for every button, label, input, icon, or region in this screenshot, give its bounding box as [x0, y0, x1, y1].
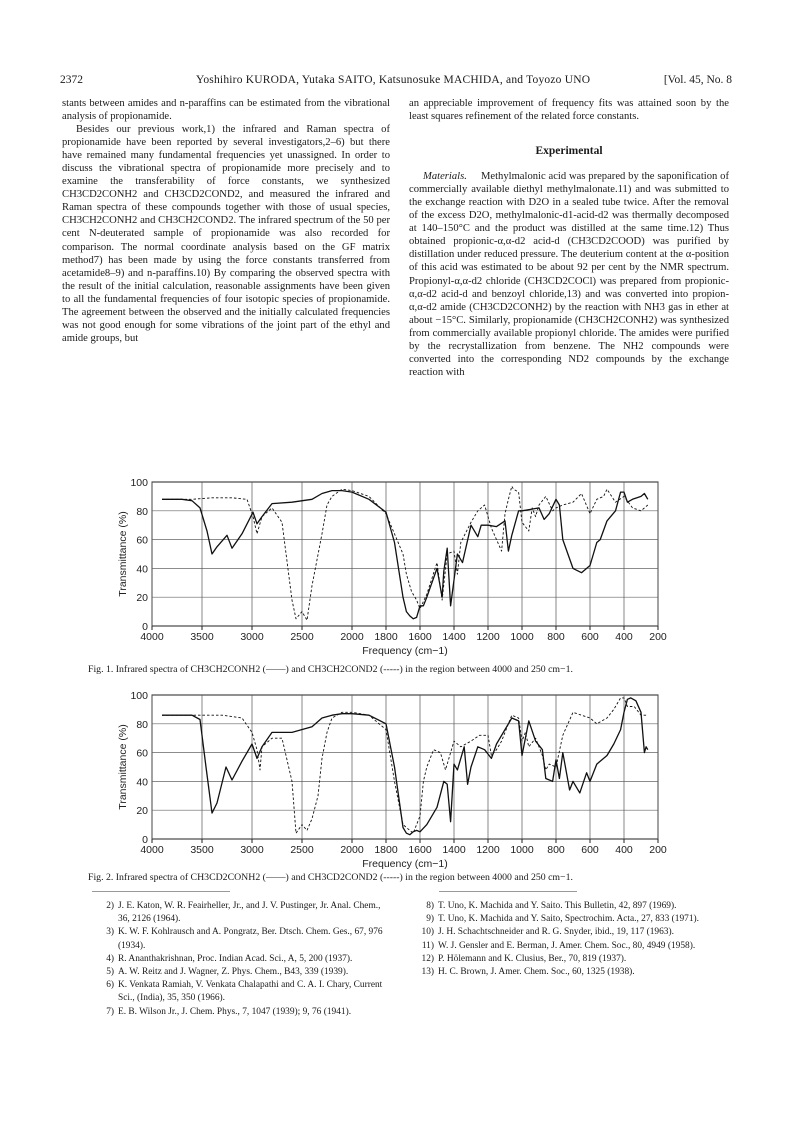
references-right [410, 900, 732, 979]
run-in-heading: Materials. [423, 171, 467, 183]
x-tick-label: 3000 [240, 631, 264, 643]
paragraph: Besides our previous work,1) the infrared and Raman spectra of propionamide have been reported by several investigators,2–6) but there have remained many fundamental frequencies yet unassigned. In order to discuss the vibrational spectra of propionamide more precisely and to examine the transferability of force constants, we synthesized CH3CD2CONH2 and CH3CD2COND2, and measured the infrared and Raman spectra of these compounds together with those of usual species, CH3CH2CONH2 and CH3CH2COND2. The infrared spectrum of the 50 per cent N-deuterated sample of propionamide was also recorded for comparison. The normal coordinate analysis based on the GF matrix method7) has been made by using the force constants transferred from acetamide8–9) and n-paraffins.10) By comparing the observed spectra with the result of the initial calculation, reasonable assignments have been given to all the fundamental frequencies of four isotopic species of propionamide. The agreement between the observed and the initially calculated frequencies was not good enough for some vibrations of the joint part of the ethyl and amide groups, but [62, 124, 390, 344]
reference-text: K. W. F. Kohlrausch and A. Pongratz, Ber. Dtsch. Chem. Ges., 67, 976 (1934). [118, 927, 383, 951]
y-tick-label: 40 [136, 776, 148, 789]
reference-text: P. Hölemann and K. Clusius, Ber., 70, 819 (1937). [438, 953, 627, 964]
x-tick-label: 1400 [442, 844, 466, 856]
figure-1-chart [112, 476, 672, 658]
reference-text: W. J. Gensler and E. Berman, J. Amer. Chem. Soc., 80, 4949 (1958). [438, 940, 696, 951]
reference-number: 5) [106, 967, 114, 978]
figure-2-caption: Fig. 2. Infrared spectra of CH3CD2CONH2 (——) and CH3CD2COND2 (-----) in the region between 4000 and 250 cm−1. [88, 872, 573, 883]
x-tick-label: 3500 [190, 631, 214, 643]
x-tick-label: 2000 [340, 844, 364, 856]
reference-number: 10) [421, 927, 434, 938]
x-tick-label: 1200 [476, 631, 500, 643]
x-axis-label: Frequency (cm−1) [362, 645, 448, 657]
series-line-nd2 [162, 698, 648, 833]
x-tick-label: 1200 [476, 844, 500, 856]
y-tick-label: 60 [136, 747, 148, 760]
y-axis-label: Transmittance (%) [117, 511, 129, 597]
y-tick-label: 100 [130, 477, 148, 489]
reference-text: R. Ananthakrishnan, Proc. Indian Acad. Sci., A, 5, 200 (1937). [118, 953, 353, 964]
x-tick-label: 400 [615, 844, 633, 856]
figure-1-caption: Fig. 1. Infrared spectra of CH3CH2CONH2 (——) and CH3CH2COND2 (-----) in the region between 4000 and 250 cm−1. [88, 664, 573, 675]
y-tick-label: 60 [136, 534, 148, 547]
reference-item [90, 900, 390, 926]
left-column [62, 97, 390, 345]
reference-number: 8) [426, 901, 434, 911]
section-title: Experimental [535, 145, 603, 158]
reference-number: 12) [421, 953, 434, 964]
reference-item [90, 979, 390, 1005]
paragraph: an appreciable improvement of frequency fits was attained soon by the least squares refinement of the related force constants. [409, 98, 729, 123]
y-tick-label: 0 [142, 621, 148, 633]
x-tick-label: 400 [615, 631, 633, 643]
reference-number: 2) [106, 901, 114, 911]
reference-number: 11) [421, 940, 434, 951]
reference-number: 9) [426, 914, 434, 925]
page-number: 2372 [60, 74, 83, 86]
reference-item [90, 926, 390, 952]
y-tick-label: 80 [136, 505, 148, 518]
x-tick-label: 1600 [408, 631, 432, 643]
reference-item [410, 953, 732, 966]
x-tick-label: 600 [581, 844, 599, 856]
reference-item [410, 940, 732, 953]
y-tick-label: 100 [130, 690, 148, 702]
x-tick-label: 200 [649, 631, 667, 643]
series-line-nh2 [162, 698, 648, 835]
x-tick-label: 1400 [442, 631, 466, 643]
x-tick-label: 600 [581, 631, 599, 643]
x-tick-label: 200 [649, 844, 667, 856]
x-axis-label: Frequency (cm−1) [362, 858, 448, 870]
y-axis-label: Transmittance (%) [117, 724, 129, 810]
reference-item [410, 900, 732, 913]
reference-number: 3) [106, 927, 114, 938]
reference-text: T. Uno, K. Machida and Y. Saito. This Bulletin, 42, 897 (1969). [438, 901, 677, 911]
reference-item [410, 913, 732, 926]
series-line-nd2 [162, 486, 648, 620]
footnote-rule [439, 891, 577, 892]
x-tick-label: 1000 [510, 631, 534, 643]
y-tick-label: 40 [136, 563, 148, 576]
x-tick-label: 1800 [374, 631, 398, 643]
paragraph-text: Methylmalonic acid was prepared by the saponification of commercially available diethyl methylmalonate.11) and was submitted to the exchange reaction with D2O in a sealed tube twice. After the removal of the excess D2O, methylmalonic-d1-acid-d2 was thermally decomposed at 140–150°C and the product was distilled at the same time.12) Thus obtained propionic-α,α-d2 acid-d (CH3CD2COOD) was purified by distillation under reduced pressure. The deuterium content at the α-position of this acid was estimated to be about 92 per cent by the NMR spectrum. Propionyl-α,α-d2 chloride (CH3CD2COCl) was prepared from propionic-α,α-d2 acid-d and benzoyl chloride,13) and was converted into propion-α,α-d2 amide (CH3CD2CONH2) by the reaction with NH3 gas in ether at about −15°C. Similarly, propionamide (CH3CH2CONH2) was synthesized from commercially available propionyl chloride. The amides were purified by the recrystallization from benzene. The NH2 compounds were converted into the corresponding ND2 compounds by the exchange reaction with [409, 171, 729, 378]
y-tick-label: 80 [136, 718, 148, 731]
x-tick-label: 1800 [374, 844, 398, 856]
x-tick-label: 2000 [340, 631, 364, 643]
x-tick-label: 4000 [140, 631, 164, 643]
series-line-nh2 [162, 491, 648, 619]
paragraph: stants between amides and n-paraffins can be estimated from the vibrational analysis of propionamide. [62, 98, 390, 123]
x-tick-label: 3500 [190, 844, 214, 856]
footnote-rule [92, 891, 230, 892]
paragraph [409, 170, 729, 379]
reference-item [90, 966, 390, 979]
reference-number: 6) [106, 980, 114, 991]
x-tick-label: 4000 [140, 844, 164, 856]
reference-text: A. W. Reitz and J. Wagner, Z. Phys. Chem., B43, 339 (1939). [118, 967, 349, 978]
references-left [90, 900, 390, 1019]
y-tick-label: 20 [136, 805, 148, 818]
header-authors: Yoshihiro KURODA, Yutaka SAITO, Katsunosuke MACHIDA, and Toyozo UNO [196, 74, 591, 86]
reference-text: T. Uno, K. Machida and Y. Saito, Spectrochim. Acta., 27, 833 (1971). [438, 914, 699, 925]
x-tick-label: 2500 [290, 631, 314, 643]
plot-frame [152, 695, 658, 839]
reference-item [410, 926, 732, 939]
x-tick-label: 1000 [510, 844, 534, 856]
x-tick-label: 1600 [408, 844, 432, 856]
reference-item [90, 1006, 390, 1019]
reference-text: K. Venkata Ramiah, V. Venkata Chalapathi and C. A. I. Chary, Current Sci., (India), 35, 350 (1966). [118, 980, 383, 1004]
header-volume: [Vol. 45, No. 8 [663, 74, 732, 86]
x-tick-label: 3000 [240, 844, 264, 856]
reference-text: E. B. Wilson Jr., J. Chem. Phys., 7, 1047 (1939); 9, 76 (1941). [118, 1006, 352, 1017]
reference-text: J. H. Schachtschneider and R. G. Snyder, ibid., 19, 117 (1963). [438, 927, 674, 938]
x-tick-label: 800 [547, 631, 565, 643]
running-header [60, 74, 732, 90]
reference-text: H. C. Brown, J. Amer. Chem. Soc., 60, 1325 (1938). [438, 967, 635, 978]
y-tick-label: 20 [136, 592, 148, 605]
reference-item [410, 966, 732, 979]
right-column [409, 97, 729, 379]
reference-text: J. E. Katon, W. R. Feairheller, Jr., and J. V. Pustinger, Jr. Anal. Chem., 36, 2126 (1964). [118, 901, 381, 925]
y-tick-label: 0 [142, 834, 148, 846]
reference-number: 7) [106, 1006, 114, 1017]
reference-item [90, 953, 390, 966]
figure-2-chart [112, 689, 672, 871]
x-tick-label: 800 [547, 844, 565, 856]
x-tick-label: 2500 [290, 844, 314, 856]
reference-number: 13) [421, 967, 434, 978]
reference-number: 4) [106, 953, 114, 964]
